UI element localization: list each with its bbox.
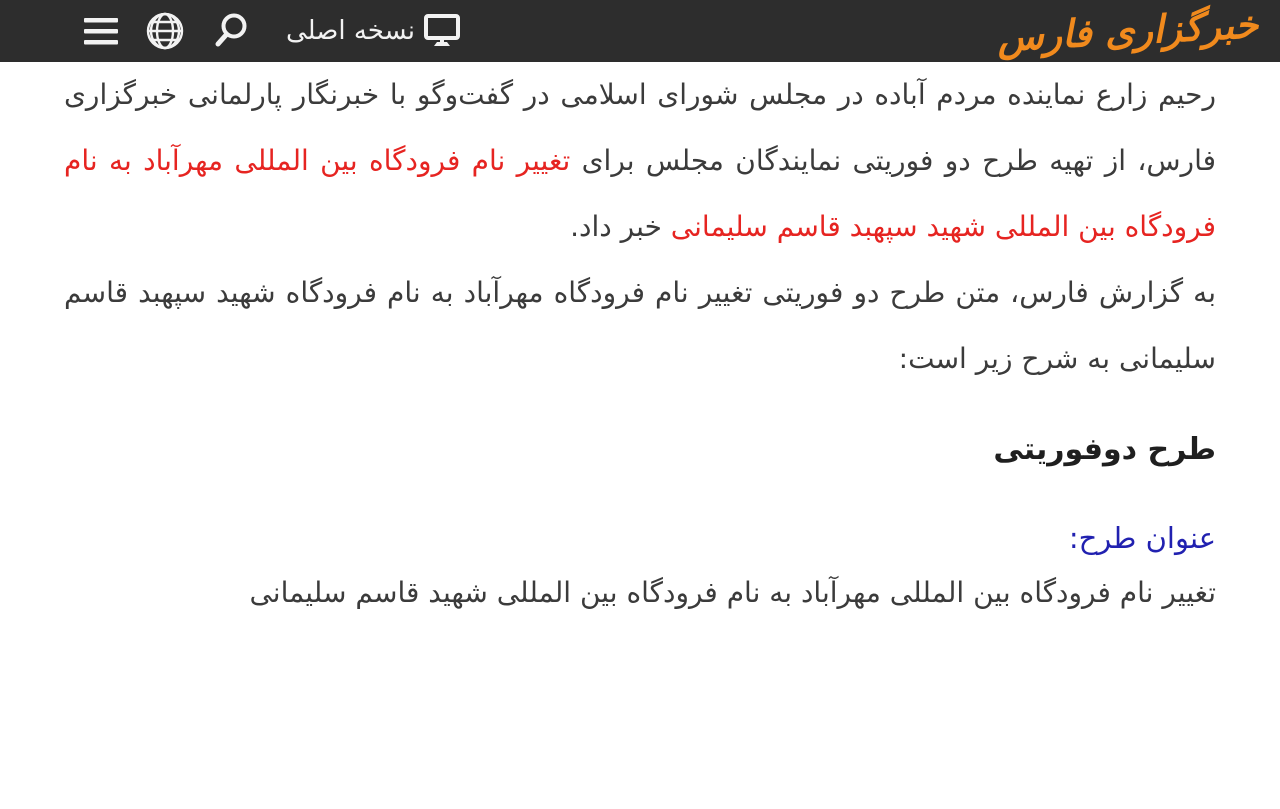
article-paragraph-lead <box>64 62 1216 260</box>
airport-rename-link[interactable]: تغییر نام فرودگاه بین المللی مهرآباد به نام فرودگاه بین المللی شهید سپهبد قاسم سلیمانی <box>64 144 1216 243</box>
globe-icon[interactable] <box>144 10 186 52</box>
top-navigation-bar <box>0 0 1280 62</box>
lead-text-before-link: رحیم زارع نماینده مردم آباده در مجلس شورای اسلامی در گفت‌وگو با خبرنگار پارلمانی خبرگزاری فارس، از تهیه طرح دو فوریتی نمایندگان مجلس برای <box>64 78 1216 177</box>
article-paragraph-plan-title-text: تغییر نام فرودگاه بین المللی مهرآباد به نام فرودگاه بین المللی شهید قاسم سلیمانی <box>249 576 1216 609</box>
desktop-version-label: نسخه اصلی <box>286 16 415 46</box>
search-icon[interactable] <box>212 12 250 50</box>
desktop-version-link[interactable] <box>286 13 461 49</box>
monitor-icon <box>423 13 461 49</box>
article-body <box>0 62 1280 626</box>
article-paragraph-report: به گزارش فارس، متن طرح دو فوریتی تغییر نام فرودگاه مهرآباد به نام فرودگاه شهید سپهبد قاسم سلیمانی به شرح زیر است: <box>64 276 1216 375</box>
section-heading-two-urgency-plan: طرح دوفوریتی <box>993 432 1216 467</box>
lead-text-after-link: خبر داد. <box>570 210 671 243</box>
fars-news-logo[interactable]: خبرگزاری فارس <box>995 1 1259 60</box>
subheading-plan-title: عنوان طرح: <box>1068 521 1216 555</box>
hamburger-menu-icon[interactable] <box>84 16 118 46</box>
